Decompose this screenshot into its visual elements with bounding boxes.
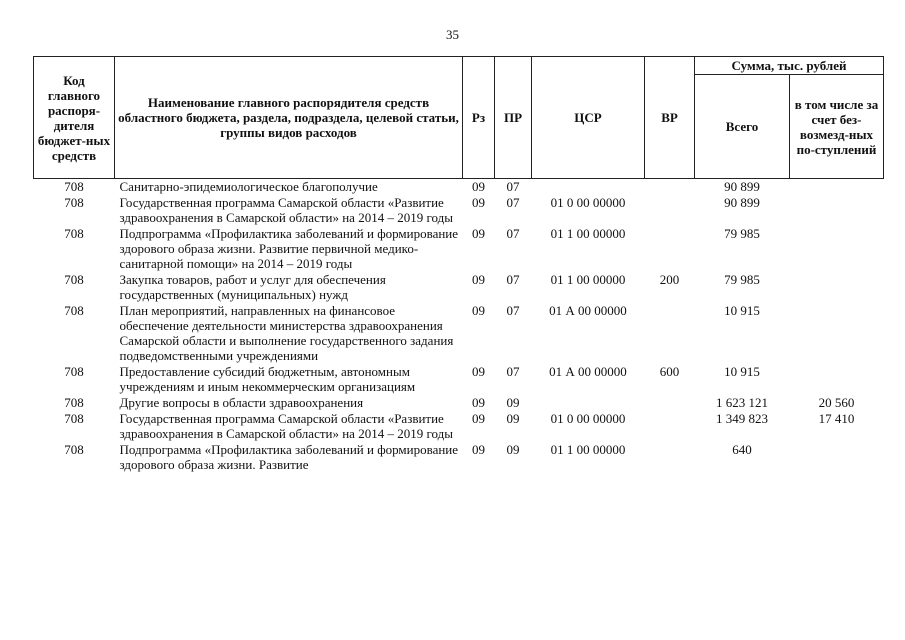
header-vr: ВР [645,57,695,179]
row-total: 90 899 [724,179,760,194]
table-row [34,179,884,196]
header-pr: ПР [495,57,532,179]
row-csr [532,395,645,411]
row-gratuitous [790,226,884,272]
row-total: 79 985 [724,226,760,241]
row-name: Государственная программа Самарской области «Развитие здравоохранения в Самарской области» на 2014 – 2019 годы [119,411,453,441]
header-total: Всего [695,75,790,179]
row-rz: 09 [472,226,485,241]
row-rz: 09 [472,272,485,287]
row-pr: 09 [506,395,520,410]
row-gratuitous [790,179,884,196]
page-number: 35 [446,27,459,42]
row-gratuitous [790,303,884,364]
row-vr [645,195,695,226]
row-vr [645,442,695,473]
header-name: Наименование главного распорядителя средств областного бюджета, раздела, подраздела, целевой статьи, группы видов расходов [115,57,463,179]
row-code: 708 [64,364,84,379]
row-name: Другие вопросы в области здравоохранения [119,395,364,410]
row-pr: 09 [506,411,520,426]
row-vr [645,303,695,364]
row-vr [645,395,695,411]
row-csr: 01 0 00 00000 [550,195,626,210]
header-csr: ЦСР [532,57,645,179]
table-row [34,411,884,442]
row-code: 708 [64,195,84,210]
budget-table [33,56,884,473]
header-code: Код главного распоря-дителя бюджет-ных средств [34,57,115,179]
row-code: 708 [64,411,84,426]
row-csr: 01 0 00 00000 [550,411,626,426]
row-name: Предоставление субсидий бюджетным, автономным учреждениям и иным некоммерческим организациям [119,364,416,394]
row-gratuitous [790,195,884,226]
table-row [34,303,884,364]
row-gratuitous [790,272,884,303]
row-gratuitous: 20 560 [818,395,855,410]
row-pr: 07 [506,272,520,287]
row-vr: 600 [659,364,680,379]
row-name: Санитарно-эпидемиологическое благополучие [119,179,378,194]
header-sum: Сумма, тыс. рублей [695,57,884,75]
table-row [34,364,884,395]
row-code: 708 [64,179,84,194]
row-rz: 09 [472,395,485,410]
table-row [34,226,884,272]
row-csr: 01 1 00 00000 [550,226,626,241]
row-gratuitous: 17 410 [818,411,855,426]
table-row [34,272,884,303]
table-body [34,179,884,474]
row-rz: 09 [472,442,485,457]
row-pr: 07 [506,179,520,194]
row-code: 708 [64,226,84,241]
row-csr: 01 А 00 00000 [549,364,627,379]
row-pr: 09 [506,442,520,457]
header-gratuitous: в том числе за счет без-возмезд-ных по-ступлений [790,75,884,179]
row-total: 640 [732,442,752,457]
table-row [34,442,884,473]
row-vr [645,179,695,196]
row-pr: 07 [506,364,520,379]
row-rz: 09 [472,303,485,318]
row-total: 1 623 121 [716,395,768,410]
row-code: 708 [64,442,84,457]
row-pr: 07 [506,195,520,210]
row-rz: 09 [472,195,485,210]
row-rz: 09 [472,411,485,426]
row-csr: 01 1 00 00000 [550,442,626,457]
row-rz: 09 [472,179,485,194]
row-csr: 01 1 00 00000 [550,272,626,287]
row-name: Закупка товаров, работ и услуг для обеспечения государственных (муниципальных) нужд [119,272,386,302]
row-gratuitous [790,364,884,395]
row-code: 708 [64,303,84,318]
row-name: Подпрограмма «Профилактика заболеваний и формирование здорового образа жизни. Развитие [119,442,459,472]
row-vr [645,411,695,442]
row-csr [532,179,645,196]
row-gratuitous [790,442,884,473]
row-vr [645,226,695,272]
row-total: 10 915 [724,364,760,379]
row-pr: 07 [506,303,520,318]
row-name: План мероприятий, направленных на финансовое обеспечение деятельности министерства здравоохранения Самарской области и выполнение государственного задания подведомственными учреждениями [119,303,454,363]
row-code: 708 [64,395,84,410]
table-row [34,395,884,411]
row-total: 90 899 [724,195,760,210]
row-code: 708 [64,272,84,287]
row-name: Государственная программа Самарской области «Развитие здравоохранения в Самарской области» на 2014 – 2019 годы [119,195,453,225]
row-csr: 01 А 00 00000 [549,303,627,318]
row-name: Подпрограмма «Профилактика заболеваний и формирование здорового образа жизни. Развитие первичной медико-санитарной помощи» на 2014 – 2019 годы [119,226,459,271]
row-pr: 07 [506,226,520,241]
header-rz: Рз [463,57,495,179]
row-total: 1 349 823 [716,411,768,426]
row-total: 10 915 [724,303,760,318]
row-total: 79 985 [724,272,760,287]
table-row [34,195,884,226]
row-rz: 09 [472,364,485,379]
row-vr: 200 [659,272,680,287]
